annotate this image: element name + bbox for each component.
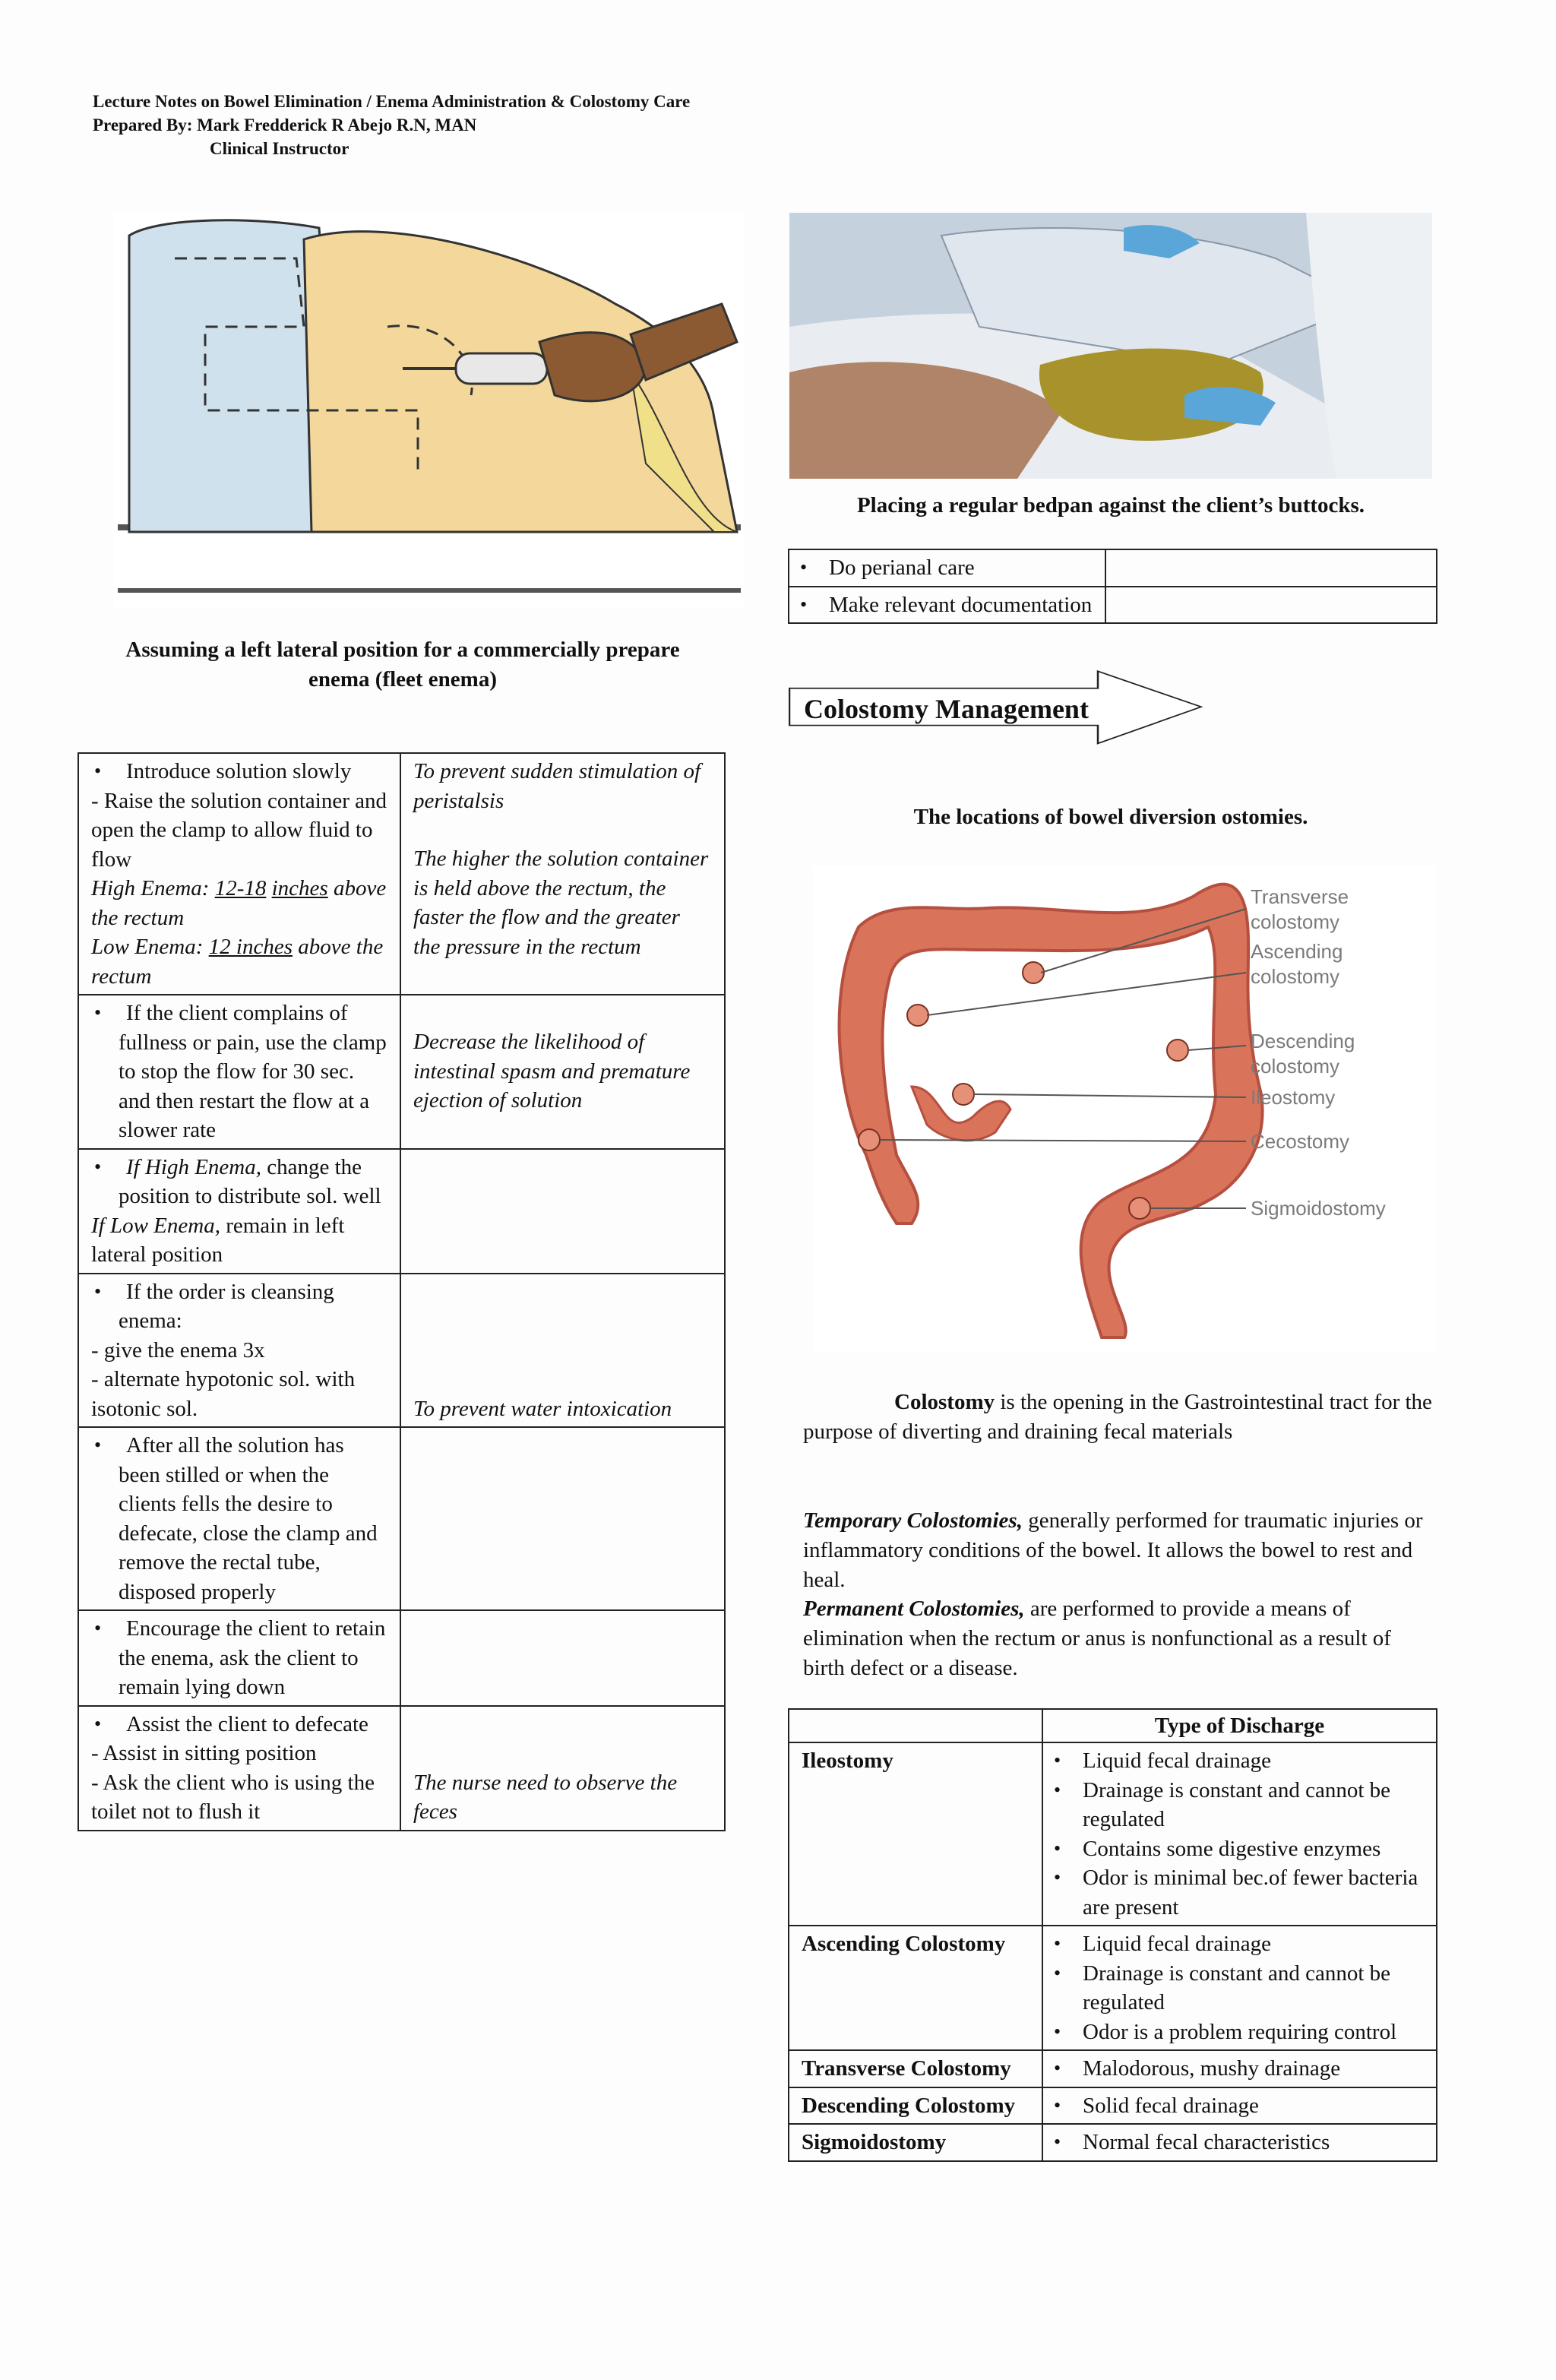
label-descending: Descending colostomy — [1251, 1030, 1355, 1078]
colostomy-title-arrow — [789, 670, 1199, 743]
enema-illustration — [114, 213, 745, 608]
table-row — [789, 1709, 1437, 1742]
table-row: • Assist the client to defecate - Assist in sitting position - Ask the client who is using the toilet not to flush it The nurse need to observe the feces — [78, 1706, 725, 1831]
ostomy-type: Ileostomy — [789, 1742, 1042, 1926]
discharge-table — [788, 1708, 1437, 2162]
label-sigmoidostomy: Sigmoidostomy — [1251, 1197, 1386, 1220]
list-item: • Contains some digestive enzymes — [1046, 1834, 1424, 1864]
label-cecostomy: Cecostomy — [1251, 1130, 1350, 1153]
table-row — [789, 1926, 1437, 2050]
locations-caption: The locations of bowel diversion ostomies. — [913, 805, 1308, 829]
permanent-colostomies: Permanent Colostomies, are performed to provide a means of elimination when the rectum or anus is nonfunctional as a result of birth defect or a disease. — [803, 1597, 1391, 1680]
enema-caption: Assuming a left lateral position for a commercially prepare enema (fleet enema) — [125, 638, 680, 692]
section-title: Colostomy Management — [804, 694, 1089, 724]
colon-diagram — [813, 866, 1436, 1353]
bedpan-caption: Placing a regular bedpan against the client’s buttocks. — [856, 493, 1365, 517]
ostomy-type: Descending Colostomy — [789, 2087, 1042, 2125]
list-item: • Make relevant documentation — [792, 590, 1093, 620]
discharge-header: Type of Discharge — [1042, 1709, 1437, 1742]
table-row: • If the client complains of fullness or pain, use the clamp to stop the flow for 30 sec. and then restart the flow at a slower rate Decrease the likelihood of intestinal spasm and premature ejection of solution — [78, 995, 725, 1149]
table-row: • Introduce solution slowly - Raise the solution container and open the clamp to allow fluid to flow High Enema: 12-18 inches above the rectum Low Enema: 12 inches above the rectum To prevent sudden stimulation of peristalsis The higher the solution container is held above the rectum, the faster the flow and the greater the pressure in the rectum — [78, 753, 725, 995]
table-row: • If High Enema, change the position to distribute sol. well If Low Enema, remain in left lateral position — [78, 1149, 725, 1274]
ostomy-type: Sigmoidostomy — [789, 2124, 1042, 2161]
colostomy-definition: Colostomy is the opening in the Gastrointestinal tract for the purpose of diverting and draining fecal materials — [803, 1390, 1432, 1444]
label-ascending: Ascending colostomy — [1251, 940, 1343, 988]
header-title: Lecture Notes on Bowel Elimination / Enema Administration & Colostomy Care — [93, 92, 691, 111]
table-row: • Encourage the client to retain the enema, ask the client to remain lying down — [78, 1610, 725, 1706]
table-row — [789, 2050, 1437, 2087]
ostomy-type: Ascending Colostomy — [789, 1926, 1042, 2050]
table-row — [789, 587, 1437, 624]
list-item: • Do perianal care — [792, 553, 1093, 583]
list-item: • Normal fecal characteristics — [1046, 2128, 1424, 2157]
label-ileostomy: Ileostomy — [1251, 1086, 1336, 1109]
list-item: • Liquid fecal drainage — [1046, 1929, 1424, 1959]
care-table — [788, 549, 1437, 624]
list-item: • Solid fecal drainage — [1046, 2091, 1424, 2121]
ostomy-type: Transverse Colostomy — [789, 2050, 1042, 2087]
header-author: Prepared By: Mark Fredderick R Abejo R.N, MAN — [93, 116, 477, 135]
list-item: • Odor is a problem requiring control — [1046, 2018, 1424, 2047]
table-row — [789, 1742, 1437, 1926]
list-item: • Odor is minimal bec.of fewer bacteria are present — [1046, 1863, 1424, 1922]
table-row — [789, 2087, 1437, 2125]
enema-steps-table — [77, 752, 726, 1831]
table-row: • If the order is cleansing enema: - give the enema 3x - alternate hypotonic sol. with isotonic sol. To prevent water intoxication — [78, 1274, 725, 1428]
list-item: • Malodorous, mushy drainage — [1046, 2054, 1424, 2084]
list-item: • Drainage is constant and cannot be regulated — [1046, 1776, 1424, 1834]
table-row: • After all the solution has been stilled or when the clients fells the desire to defecate, close the clamp and remove the rectal tube, disposed properly — [78, 1427, 725, 1610]
bedpan-photo — [789, 213, 1432, 479]
table-row — [789, 2124, 1437, 2161]
document-header — [93, 90, 690, 160]
table-row — [789, 549, 1437, 587]
list-item: • Liquid fecal drainage — [1046, 1746, 1424, 1776]
list-item: • Drainage is constant and cannot be regulated — [1046, 1959, 1424, 2018]
label-transverse: Transverse colostomy — [1251, 885, 1349, 933]
temporary-colostomies: Temporary Colostomies, generally performed for traumatic injuries or inflammatory conditions of the bowel. It allows the bowel to rest and heal. — [803, 1508, 1423, 1592]
header-role: Clinical Instructor — [210, 139, 349, 158]
